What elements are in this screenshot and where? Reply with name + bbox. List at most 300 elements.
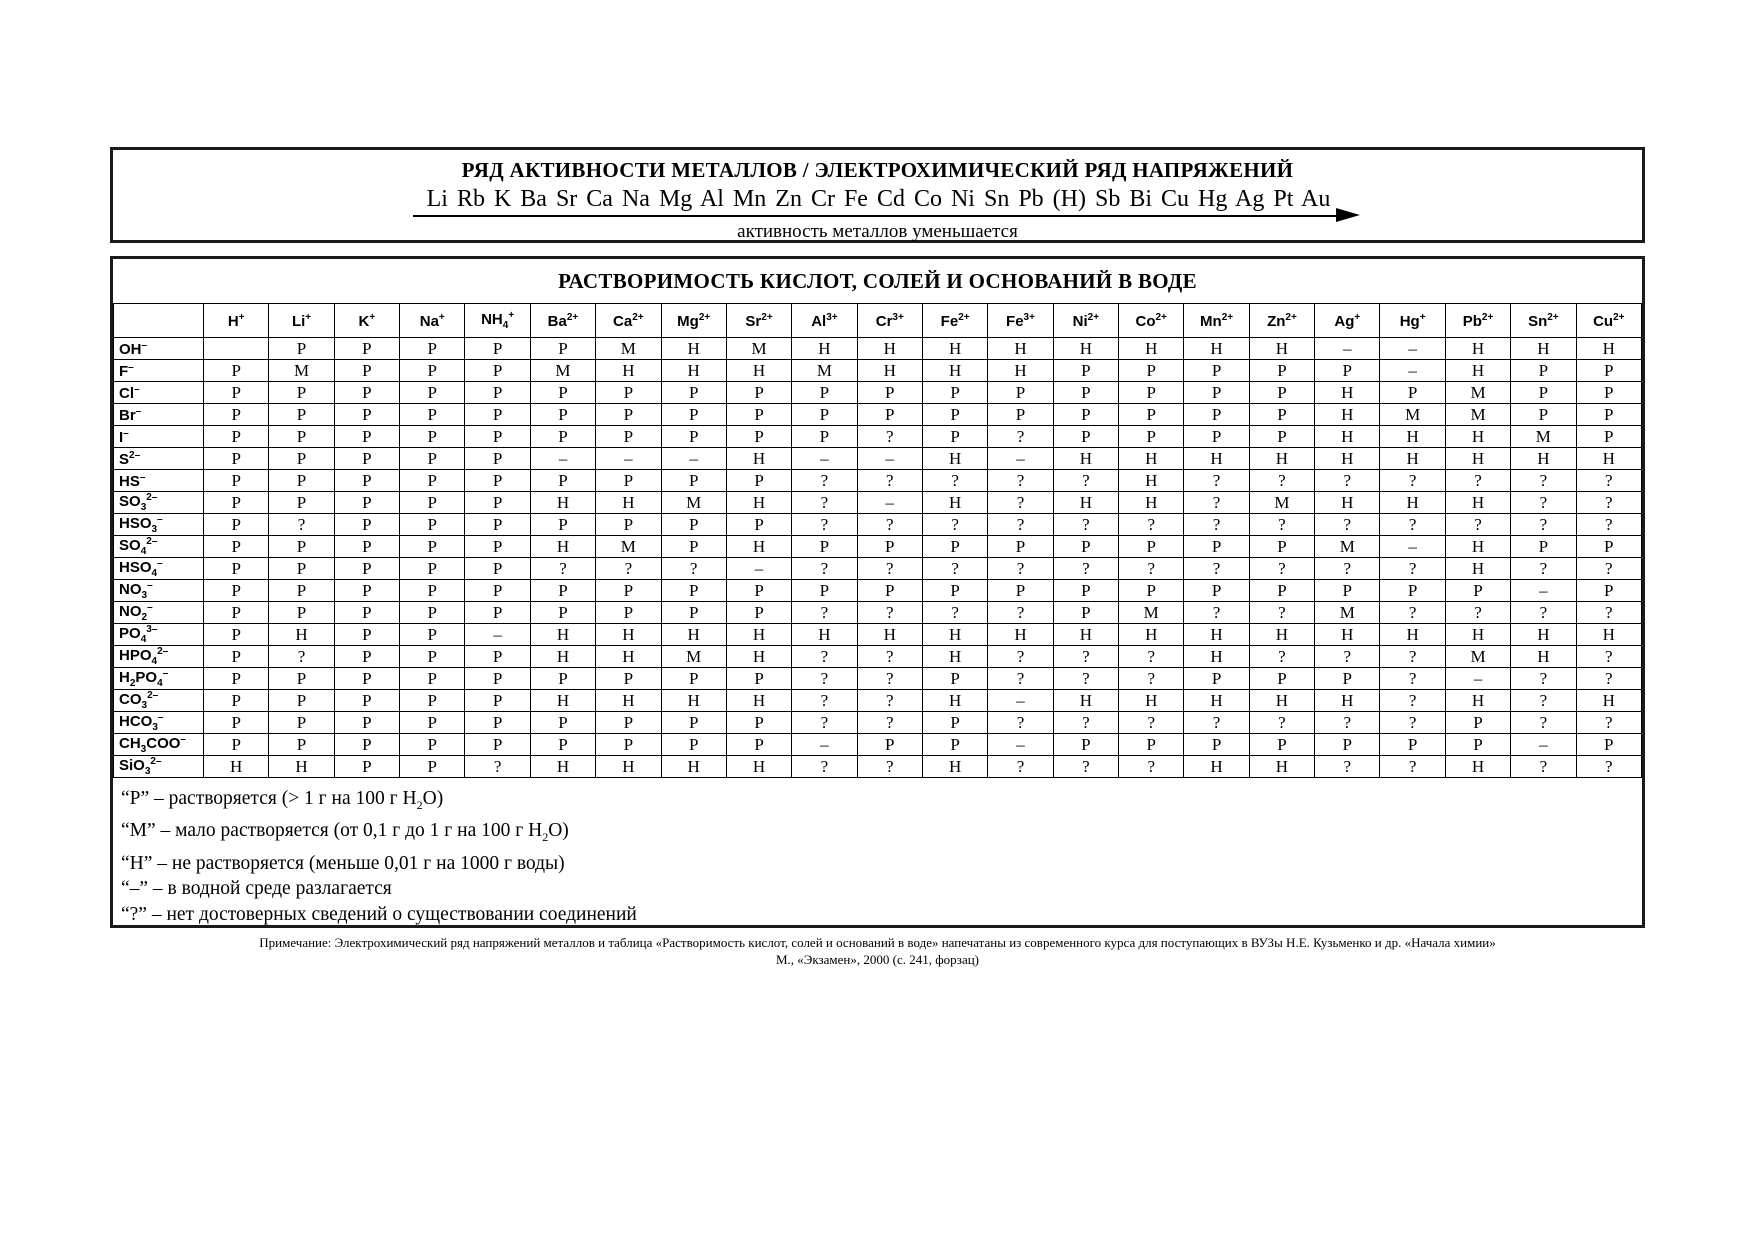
legend-line: “Р” – растворяется (> 1 г на 100 г $H_2O$) [121, 788, 444, 812]
solubility-cell: – [857, 448, 922, 470]
solubility-cell: ? [661, 558, 726, 580]
solubility-cell: Н [596, 360, 661, 382]
solubility-cell: Р [204, 624, 269, 646]
solubility-cell: Н [1445, 558, 1510, 580]
solubility-cell: Р [400, 382, 465, 404]
table-row [114, 734, 1642, 756]
solubility-cell: М [530, 360, 595, 382]
solubility-cell: Р [1119, 734, 1184, 756]
solubility-cell: ? [988, 668, 1053, 690]
solubility-cell: – [1445, 668, 1510, 690]
solubility-cell: Р [400, 448, 465, 470]
solubility-cell: Н [1249, 690, 1314, 712]
solubility-cell: Р [1053, 404, 1118, 426]
solubility-cell: Р [204, 690, 269, 712]
solubility-cell: ? [792, 646, 857, 668]
solubility-cell: Р [857, 404, 922, 426]
table-row [114, 602, 1642, 624]
solubility-cell: Р [1119, 382, 1184, 404]
solubility-cell: Р [400, 360, 465, 382]
solubility-cell: ? [1576, 492, 1641, 514]
solubility-cell: ? [1576, 668, 1641, 690]
cation-header: H+ [204, 304, 269, 338]
solubility-cell: ? [1249, 646, 1314, 668]
solubility-cell: Н [204, 756, 269, 778]
solubility-cell: Р [465, 338, 530, 360]
solubility-cell: Р [596, 404, 661, 426]
solubility-cell: Р [726, 580, 791, 602]
solubility-cell: Р [1119, 404, 1184, 426]
solubility-cell: Н [1184, 624, 1249, 646]
solubility-cell: Р [661, 580, 726, 602]
solubility-cell: Р [400, 712, 465, 734]
cation-header: $Mn^{2+}$ [1184, 304, 1249, 338]
solubility-cell: Р [400, 514, 465, 536]
solubility-cell: – [988, 448, 1053, 470]
solubility-cell: Н [1511, 646, 1576, 668]
solubility-panel [110, 256, 1645, 928]
table-row [114, 668, 1642, 690]
solubility-cell: Р [726, 734, 791, 756]
anion-header: HS– [114, 470, 204, 492]
solubility-cell: Р [1119, 360, 1184, 382]
solubility-cell: Н [1249, 624, 1314, 646]
activity-series-title: РЯД АКТИВНОСТИ МЕТАЛЛОВ / ЭЛЕКТРОХИМИЧЕСКИЙ РЯД НАПРЯЖЕНИЙ [461, 158, 1294, 182]
solubility-cell: ? [530, 558, 595, 580]
solubility-cell: ? [1315, 470, 1380, 492]
solubility-cell: Р [792, 382, 857, 404]
solubility-cell: ? [1380, 712, 1445, 734]
solubility-cell: Р [334, 536, 399, 558]
solubility-cell: Р [726, 514, 791, 536]
table-row [114, 338, 1642, 360]
solubility-cell: ? [1119, 646, 1184, 668]
solubility-cell: Р [465, 712, 530, 734]
solubility-cell: – [1511, 580, 1576, 602]
solubility-cell: Р [530, 338, 595, 360]
cation-header: $Zn^{2+}$ [1249, 304, 1314, 338]
solubility-cell: ? [1119, 712, 1184, 734]
solubility-cell: М [1315, 536, 1380, 558]
solubility-cell: Р [792, 580, 857, 602]
solubility-cell: Н [922, 360, 987, 382]
table-row [114, 426, 1642, 448]
solubility-cell: ? [857, 668, 922, 690]
solubility-cell: ? [988, 470, 1053, 492]
solubility-cell: М [1445, 382, 1510, 404]
solubility-cell: Н [1445, 624, 1510, 646]
solubility-cell: Р [596, 514, 661, 536]
solubility-cell: Н [1380, 624, 1445, 646]
solubility-cell: Р [204, 712, 269, 734]
solubility-cell: Р [269, 580, 334, 602]
solubility-cell: Н [1053, 690, 1118, 712]
solubility-cell: Р [1053, 360, 1118, 382]
solubility-cell: Р [661, 404, 726, 426]
solubility-cell: Р [1576, 426, 1641, 448]
solubility-cell: ? [1315, 514, 1380, 536]
table-row [114, 690, 1642, 712]
solubility-cell: ? [1184, 514, 1249, 536]
solubility-cell: Н [726, 756, 791, 778]
solubility-cell: Р [988, 382, 1053, 404]
solubility-cell: Р [204, 470, 269, 492]
anion-header: F– [114, 360, 204, 382]
solubility-cell: ? [1511, 756, 1576, 778]
solubility-cell: Р [922, 712, 987, 734]
solubility-cell: Р [204, 536, 269, 558]
solubility-cell: Р [530, 580, 595, 602]
solubility-cell: Р [269, 734, 334, 756]
solubility-cell: Н [1576, 624, 1641, 646]
solubility-cell: Р [922, 536, 987, 558]
solubility-cell: ? [1184, 470, 1249, 492]
solubility-cell: Н [726, 448, 791, 470]
solubility-cell: Р [922, 734, 987, 756]
solubility-cell: Р [1184, 668, 1249, 690]
solubility-cell: ? [1380, 514, 1445, 536]
solubility-cell [204, 338, 269, 360]
solubility-cell: Р [269, 448, 334, 470]
cation-header: Hg+ [1380, 304, 1445, 338]
solubility-cell: Р [204, 734, 269, 756]
solubility-cell: ? [1053, 712, 1118, 734]
solubility-cell: Р [204, 404, 269, 426]
table-row [114, 558, 1642, 580]
legend-line: “Н” – не растворяется (меньше 0,01 г на 1000 г воды) [121, 852, 565, 874]
solubility-cell: Н [661, 690, 726, 712]
anion-header: Br– [114, 404, 204, 426]
solubility-cell: Н [1445, 536, 1510, 558]
solubility-cell: ? [1053, 756, 1118, 778]
solubility-cell: Н [1184, 646, 1249, 668]
solubility-cell: Р [465, 382, 530, 404]
table-row [114, 514, 1642, 536]
solubility-cell: Р [1445, 712, 1510, 734]
anion-header: $HSO_3^-$ [114, 514, 204, 536]
anion-header: $NO_2^-$ [114, 602, 204, 624]
solubility-cell: – [530, 448, 595, 470]
anion-header: $PO_4^{3-}$ [114, 624, 204, 646]
solubility-cell: Р [204, 492, 269, 514]
solubility-cell: ? [857, 712, 922, 734]
solubility-cell: Р [204, 514, 269, 536]
solubility-cell: М [269, 360, 334, 382]
solubility-cell: ? [857, 470, 922, 492]
anion-header: SiO$_3^{2-}$ [114, 756, 204, 778]
solubility-cell: Р [530, 602, 595, 624]
cation-header: $Fe^{2+}$ [922, 304, 987, 338]
solubility-cell: ? [1053, 558, 1118, 580]
solubility-cell: – [988, 690, 1053, 712]
solubility-cell: Р [596, 668, 661, 690]
table-row [114, 756, 1642, 778]
solubility-cell: Н [922, 338, 987, 360]
solubility-cell: ? [1576, 756, 1641, 778]
solubility-cell: Р [922, 382, 987, 404]
solubility-cell: ? [792, 470, 857, 492]
solubility-cell: Р [726, 470, 791, 492]
solubility-cell: Р [1315, 668, 1380, 690]
solubility-cell: Р [1249, 404, 1314, 426]
solubility-cell: Р [334, 404, 399, 426]
solubility-cell: Р [1380, 382, 1445, 404]
solubility-cell: Н [1119, 690, 1184, 712]
legend-line: “М” – мало растворяется (от 0,1 г до 1 г на 100 г $H_2O$) [121, 820, 569, 845]
solubility-cell: Р [661, 712, 726, 734]
solubility-cell: Р [1053, 734, 1118, 756]
solubility-cell: Р [400, 668, 465, 690]
solubility-cell: ? [1511, 492, 1576, 514]
solubility-cell: Р [204, 382, 269, 404]
anion-header: $CH_3COO^-$ [114, 734, 204, 756]
solubility-cell: Р [269, 382, 334, 404]
solubility-cell: – [596, 448, 661, 470]
solubility-cell: ? [1380, 690, 1445, 712]
footnote-line-2: М., «Экзамен», 2000 (с. 241, форзац) [775, 952, 980, 967]
solubility-cell: Р [1249, 382, 1314, 404]
solubility-cell: Р [334, 382, 399, 404]
solubility-cell: Р [334, 580, 399, 602]
solubility-cell: Н [726, 690, 791, 712]
anion-header: $SO_4^{2-}$ [114, 536, 204, 558]
solubility-cell: Р [530, 382, 595, 404]
solubility-cell: Н [988, 624, 1053, 646]
solubility-cell: ? [1184, 558, 1249, 580]
solubility-cell: Р [1511, 382, 1576, 404]
solubility-cell: М [1380, 404, 1445, 426]
table-row [114, 360, 1642, 382]
solubility-cell: Р [1576, 404, 1641, 426]
solubility-cell: ? [1380, 668, 1445, 690]
solubility-cell: Н [792, 624, 857, 646]
solubility-cell: ? [922, 602, 987, 624]
solubility-cell: Н [530, 536, 595, 558]
solubility-cell: Н [922, 448, 987, 470]
solubility-cell: Р [334, 690, 399, 712]
solubility-cell: ? [988, 646, 1053, 668]
solubility-cell: Н [1576, 448, 1641, 470]
solubility-cell: Н [922, 624, 987, 646]
table-row [114, 712, 1642, 734]
solubility-cell: Р [400, 492, 465, 514]
solubility-cell: Р [1445, 734, 1510, 756]
solubility-cell: ? [1380, 602, 1445, 624]
solubility-cell: Р [792, 426, 857, 448]
solubility-cell: Р [204, 360, 269, 382]
solubility-cell: Н [1315, 690, 1380, 712]
solubility-cell: Р [400, 338, 465, 360]
solubility-cell: Р [726, 602, 791, 624]
solubility-cell: ? [1119, 756, 1184, 778]
solubility-cell: Н [1249, 448, 1314, 470]
solubility-cell: Р [400, 756, 465, 778]
solubility-cell: Н [1053, 338, 1118, 360]
solubility-cell: Р [1184, 426, 1249, 448]
solubility-cell: ? [857, 756, 922, 778]
solubility-cell: Р [1576, 580, 1641, 602]
solubility-table [113, 303, 1642, 778]
solubility-cell: Р [1053, 382, 1118, 404]
solubility-cell: Р [465, 448, 530, 470]
solubility-cell: Р [596, 580, 661, 602]
solubility-cell: Р [1053, 426, 1118, 448]
solubility-cell: Р [1576, 536, 1641, 558]
cation-header: $Ba^{2+}$ [530, 304, 595, 338]
solubility-cell: Р [269, 602, 334, 624]
solubility-cell: – [465, 624, 530, 646]
solubility-cell: – [726, 558, 791, 580]
solubility-cell: Р [400, 404, 465, 426]
solubility-cell: ? [792, 602, 857, 624]
solubility-cell: Р [988, 404, 1053, 426]
solubility-cell: Н [1511, 624, 1576, 646]
solubility-cell: М [1445, 646, 1510, 668]
solubility-cell: ? [1184, 712, 1249, 734]
solubility-cell: Н [1380, 492, 1445, 514]
solubility-cell: ? [1576, 470, 1641, 492]
solubility-cell: Р [1576, 360, 1641, 382]
solubility-cell: – [792, 448, 857, 470]
cation-header: $Mg^{2+}$ [661, 304, 726, 338]
solubility-cell: Р [465, 426, 530, 448]
solubility-cell: ? [1053, 470, 1118, 492]
solubility-cell: Р [1511, 536, 1576, 558]
solubility-cell: Р [596, 426, 661, 448]
solubility-cell: М [1315, 602, 1380, 624]
cation-header: $Ca^{2+}$ [596, 304, 661, 338]
solubility-cell: ? [1511, 470, 1576, 492]
solubility-cell: ? [1249, 470, 1314, 492]
solubility-cell: Р [922, 668, 987, 690]
solubility-cell: Н [661, 360, 726, 382]
table-row [114, 492, 1642, 514]
solubility-cell: Р [1249, 536, 1314, 558]
solubility-cell: Р [269, 404, 334, 426]
solubility-cell: Р [596, 602, 661, 624]
solubility-cell: Р [1184, 734, 1249, 756]
solubility-cell: ? [988, 712, 1053, 734]
solubility-cell: ? [1249, 712, 1314, 734]
solubility-cell: ? [1315, 756, 1380, 778]
solubility-cell: Р [857, 734, 922, 756]
solubility-cell: Р [269, 690, 334, 712]
solubility-cell: ? [1053, 668, 1118, 690]
solubility-cell: Н [1380, 448, 1445, 470]
anion-header: $HPO_4^{2-}$ [114, 646, 204, 668]
solubility-cell: Н [1445, 492, 1510, 514]
solubility-cell: ? [1053, 646, 1118, 668]
solubility-cell: М [726, 338, 791, 360]
solubility-cell: Н [1315, 624, 1380, 646]
solubility-cell: ? [1576, 558, 1641, 580]
solubility-cell: – [1380, 338, 1445, 360]
solubility-cell: ? [792, 492, 857, 514]
solubility-cell: ? [1445, 514, 1510, 536]
footnote-line-1: Примечание: Электрохимический ряд напряжений металлов и таблица «Растворимость кислот, солей и оснований в воде» напечатаны из современного курса для поступающих в ВУЗы Н.Е. Кузьменко и др. «Начала химии» [259, 935, 1496, 950]
activity-series-caption: активность металлов уменьшается [737, 221, 1018, 242]
solubility-cell: ? [1315, 646, 1380, 668]
solubility-cell: Р [334, 448, 399, 470]
solubility-cell: М [1249, 492, 1314, 514]
solubility-cell: ? [792, 514, 857, 536]
solubility-cell: – [1315, 338, 1380, 360]
solubility-cell: Н [1119, 338, 1184, 360]
anion-header: OH– [114, 338, 204, 360]
solubility-cell: Н [726, 646, 791, 668]
solubility-cell: ? [1576, 602, 1641, 624]
solubility-cell: Р [726, 712, 791, 734]
solubility-cell: ? [988, 426, 1053, 448]
solubility-cell: Р [922, 580, 987, 602]
solubility-cell: ? [1119, 558, 1184, 580]
solubility-cell: Н [530, 690, 595, 712]
solubility-cell: Р [204, 646, 269, 668]
solubility-cell: ? [1315, 558, 1380, 580]
solubility-cell: Н [1053, 448, 1118, 470]
solubility-cell: ? [792, 756, 857, 778]
solubility-cell: Р [1184, 404, 1249, 426]
solubility-cell: Р [400, 602, 465, 624]
solubility-cell: Р [596, 712, 661, 734]
solubility-cell: Р [204, 602, 269, 624]
solubility-cell: Р [465, 470, 530, 492]
solubility-cell: Р [530, 668, 595, 690]
solubility-cell: Р [334, 426, 399, 448]
metal-activity-series-text: Li Rb K Ba Sr Ca Na Mg Al Mn Zn Cr Fe Cd Co Ni Sn Pb (H) Sb Bi Cu Hg Ag Pt Au [413, 185, 1343, 217]
solubility-cell: Р [530, 470, 595, 492]
solubility-cell: Р [661, 426, 726, 448]
solubility-cell: Н [857, 338, 922, 360]
cation-header: $Pb^{2+}$ [1445, 304, 1510, 338]
solubility-cell: Р [530, 712, 595, 734]
solubility-cell: ? [792, 558, 857, 580]
solubility-cell: М [1511, 426, 1576, 448]
solubility-cell: ? [857, 602, 922, 624]
legend [113, 778, 1642, 927]
solubility-cell: Р [1249, 668, 1314, 690]
anion-header: $H_2PO_4^-$ [114, 668, 204, 690]
solubility-cell: Н [726, 492, 791, 514]
table-row [114, 470, 1642, 492]
solubility-cell: Р [530, 404, 595, 426]
solubility-cell: Р [1576, 734, 1641, 756]
solubility-cell: Н [922, 690, 987, 712]
solubility-cell: Р [400, 580, 465, 602]
solubility-cell: Р [400, 558, 465, 580]
solubility-cell: Н [1119, 470, 1184, 492]
solubility-cell: Н [1445, 756, 1510, 778]
solubility-cell: Р [988, 536, 1053, 558]
solubility-cell: Р [530, 514, 595, 536]
solubility-cell: Р [465, 668, 530, 690]
legend-line: “?” – нет достоверных сведений о существовании соединений [121, 903, 637, 925]
solubility-cell: Р [465, 580, 530, 602]
solubility-cell: ? [1576, 514, 1641, 536]
solubility-cell: Р [1249, 734, 1314, 756]
solubility-cell: ? [1184, 492, 1249, 514]
anion-header: $CO_3^{2-}$ [114, 690, 204, 712]
solubility-cell: Р [922, 404, 987, 426]
solubility-cell: Н [1315, 448, 1380, 470]
solubility-cell: Р [334, 514, 399, 536]
solubility-cell: – [792, 734, 857, 756]
solubility-cell: ? [857, 646, 922, 668]
solubility-cell: Н [726, 360, 791, 382]
solubility-cell: Р [1119, 536, 1184, 558]
solubility-cell: Н [1315, 492, 1380, 514]
cation-header: $Fe^{3+}$ [988, 304, 1053, 338]
